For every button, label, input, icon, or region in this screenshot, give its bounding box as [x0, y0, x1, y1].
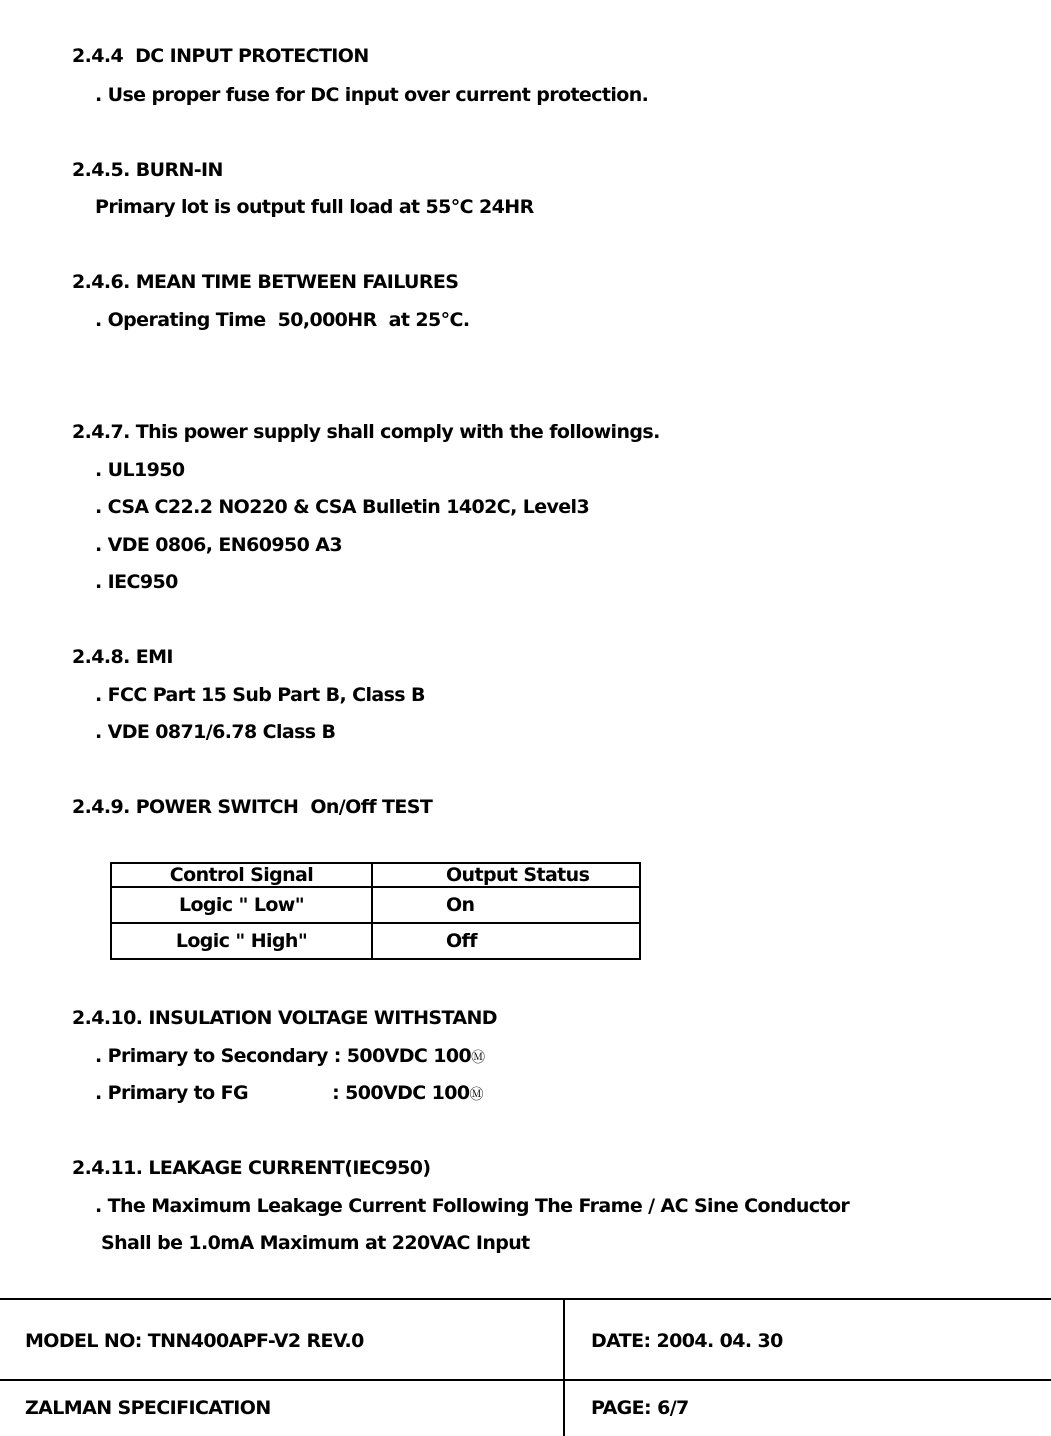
section-heading-insulation: 2.4.10. INSULATION VOLTAGE WITHSTAND [72, 1007, 497, 1029]
section-heading-power-switch: 2.4.9. POWER SWITCH On/Off TEST [72, 796, 433, 818]
power-switch-table [110, 862, 641, 960]
insulation-item-secondary [95, 1044, 485, 1070]
insulation-item-fg [95, 1081, 483, 1107]
insulation-item-secondary-text: . Primary to Secondary : 500VDC 100 [95, 1045, 472, 1067]
emi-item-fcc: . FCC Part 15 Sub Part B, Class B [95, 684, 425, 706]
table-header-row [111, 863, 640, 887]
dc-input-item: . Use proper fuse for DC input over current protection. [95, 84, 649, 106]
compliance-item-csa: . CSA C22.2 NO220 & CSA Bulletin 1402C, Level3 [95, 496, 590, 518]
footer-company: ZALMAN SPECIFICATION [25, 1397, 271, 1419]
table-header-control-signal: Control Signal [111, 863, 372, 887]
table-cell-output-status: On [372, 887, 640, 923]
footer-model-number: MODEL NO: TNN400APF-V2 REV.0 [25, 1330, 364, 1352]
section-heading-burn-in: 2.4.5. BURN-IN [72, 159, 223, 181]
compliance-item-ul1950: . UL1950 [95, 459, 185, 481]
burn-in-item: Primary lot is output full load at 55°C 24HR [95, 196, 534, 218]
mtbf-item: . Operating Time 50,000HR at 25°C. [95, 309, 470, 331]
table-row [111, 887, 640, 923]
section-heading-mtbf: 2.4.6. MEAN TIME BETWEEN FAILURES [72, 271, 459, 293]
leakage-item-line2: Shall be 1.0mA Maximum at 220VAC Input [95, 1232, 530, 1254]
section-heading-leakage-current: 2.4.11. LEAKAGE CURRENT(IEC950) [72, 1157, 431, 1179]
footer-page-number: PAGE: 6/7 [591, 1397, 689, 1419]
table-cell-control-signal: Logic " Low" [111, 887, 372, 923]
document-footer [0, 1298, 1051, 1436]
footer-date: DATE: 2004. 04. 30 [591, 1330, 783, 1352]
emi-item-vde: . VDE 0871/6.78 Class B [95, 721, 336, 743]
megohm-unit-icon: Ⓜ [471, 1050, 485, 1066]
table-row [111, 923, 640, 959]
leakage-item-line1: . The Maximum Leakage Current Following The Frame / AC Sine Conductor [95, 1195, 850, 1217]
insulation-item-fg-text: . Primary to FG : 500VDC 100 [95, 1082, 470, 1104]
section-heading-emi: 2.4.8. EMI [72, 646, 173, 668]
section-heading-dc-input-protection: 2.4.4 DC INPUT PROTECTION [72, 45, 369, 67]
table-cell-control-signal: Logic " High" [111, 923, 372, 959]
footer-divider-horizontal [0, 1379, 1051, 1381]
table-header-output-status: Output Status [372, 863, 640, 887]
compliance-item-vde: . VDE 0806, EN60950 A3 [95, 534, 342, 556]
section-heading-compliance: 2.4.7. This power supply shall comply with the followings. [72, 421, 660, 443]
footer-divider-vertical [563, 1300, 565, 1436]
table-cell-output-status: Off [372, 923, 640, 959]
compliance-item-iec950: . IEC950 [95, 571, 178, 593]
megohm-unit-icon: Ⓜ [469, 1087, 483, 1103]
